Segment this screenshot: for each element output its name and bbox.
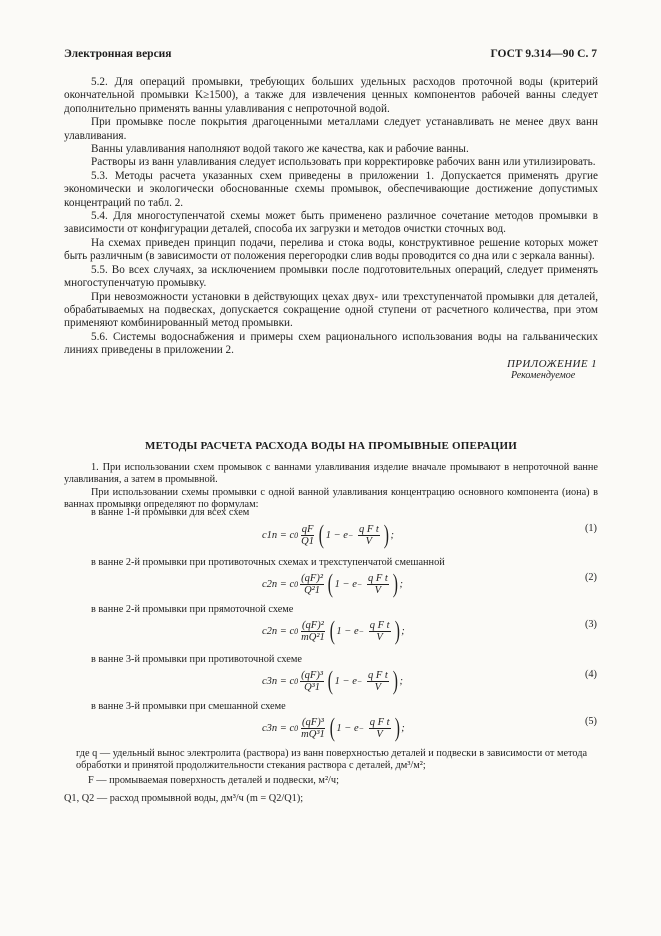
paragraph: При промывке после покрытия драгоценными металлами следует устанавливать не менее двух ванн улавливания. xyxy=(64,116,598,142)
formula-label: в ванне 2-й промывки при противоточных схемах и трехступенчатой смешанной xyxy=(91,557,445,568)
definition-q: где q — удельный вынос электролита (раствора) из ванн поверхностью деталей и подвески в зависимости от метода обработки и принятой продолжительности стекания раствора с деталей, дм³/м²; xyxy=(76,748,588,772)
formula-5: c3п = c 0 $\frac{\text{(qF)³}}{\text{mQ³1}}$ ( 1 − e − $\frac{\text{q F t}}{V}$ ) ; xyxy=(262,713,405,742)
equation-number: (1) xyxy=(584,523,597,534)
definitions xyxy=(64,748,598,806)
paragraph: На схемах приведен принцип подачи, перелива и стока воды, конструктивное решение которых может быть различным (в зависимости от положения перегородки слив воды проводится со дна или с зеркала ванны). xyxy=(64,236,598,263)
appendix-subtitle: Рекомендуемое xyxy=(510,370,576,381)
section-5-text xyxy=(64,76,598,358)
formula-denominator: Q1 xyxy=(301,535,315,547)
formula-denominator: Q³1 xyxy=(304,681,321,693)
formula-denominator: Q²1 xyxy=(304,584,321,596)
formula-lhs: c1п xyxy=(262,529,278,541)
equation-number: (4) xyxy=(584,669,597,680)
formula-label: в ванне 3-й промывки при противоточной схеме xyxy=(91,654,302,665)
formula-numerator: (qF)² xyxy=(302,619,324,631)
paragraph: 5.2. Для операций промывки, требующих больших удельных расходов проточной воды (критерий окончательной промывки K≥1500), а также для извлечения ценных компонентов рабочей ванны следует дополнительно применять ванны улавливания с непроточной водой. xyxy=(64,76,598,115)
formula-denominator: mQ³1 xyxy=(301,728,325,740)
formula-lhs: c3п xyxy=(262,722,278,734)
formula-1: c1п = c 0 $\frac{qF}{Q1}$ ( 1 − e − $\frac{\text{q F t}}{V}$ ) ; xyxy=(262,520,394,549)
formula-3: c2п = c 0 $\frac{\text{(qF)²}}{\text{mQ²1}}$ ( 1 − e − $\frac{\text{q F t}}{V}$ ) ; xyxy=(262,616,405,645)
header-right: ГОСТ 9.314—90 С. 7 xyxy=(490,48,597,60)
header-left: Электронная версия xyxy=(64,48,172,60)
definition-F: F — промываемая поверхность деталей и подвески, м²/ч; xyxy=(88,774,339,786)
appendix-heading xyxy=(507,358,597,381)
paragraph: 5.3. Методы расчета указанных схем приведены в приложении 1. Допускается применять другие экономически и экологически обоснованные схемы промывок, обеспечивающие достижение допустимых концентраций по табл. 2. xyxy=(64,169,598,209)
paragraph: 5.4. Для многоступенчатой схемы может быть применено различное сочетание методов промывки в зависимости от конфигурации деталей, способа их загрузки и методов очистки сточных вод. xyxy=(64,210,598,236)
paragraph: При невозможности установки в действующих цехах двух- или трехступенчатой промывки для деталей, обрабатываемых на подвесках, допускается сокращение одной ступени от расчетного количества, при этом применяют комбинированный метод промывки. xyxy=(64,290,598,330)
formula-4: c3п = c 0 $\frac{\text{(qF)³}}{\text{Q³1}}$ ( 1 − e − $\frac{\text{q F t}}{V}$ ) ; xyxy=(262,666,403,695)
appendix-title: ПРИЛОЖЕНИЕ 1 xyxy=(506,358,597,370)
definition-Q: Q1, Q2 — расход промывной воды, дм³/ч (m = Q2/Q1); xyxy=(64,793,304,805)
intro-text xyxy=(64,462,598,512)
section-title: МЕТОДЫ РАСЧЕТА РАСХОДА ВОДЫ НА ПРОМЫВНЫЕ ОПЕРАЦИИ xyxy=(145,440,517,452)
paragraph: Ванны улавливания наполняют водой такого же качества, как и рабочие ванны. xyxy=(91,143,469,156)
equation-number: (5) xyxy=(584,716,597,727)
formula-2: c2п = c 0 $\frac{\text{(qF)²}}{\text{Q²1}}$ ( 1 − e − $\frac{\text{q F t}}{V}$ ) ; xyxy=(262,569,403,598)
equation-number: (3) xyxy=(584,619,597,630)
formula-label: в ванне 3-й промывки при смешанной схеме xyxy=(91,701,286,712)
formula-lhs: c2п xyxy=(262,625,278,637)
formula-numerator: (qF)³ xyxy=(301,669,323,681)
formula-label: в ванне 2-й промывки при прямоточной схеме xyxy=(91,604,294,615)
formula-denominator: mQ²1 xyxy=(301,631,325,643)
formula-label: в ванне 1-й промывки для всех схем xyxy=(91,507,250,518)
formula-numerator: (qF)³ xyxy=(302,716,324,728)
formula-lhs: c3п xyxy=(262,675,278,687)
equation-number: (2) xyxy=(584,572,597,583)
paragraph: Растворы из ванн улавливания следует использовать при корректировке рабочих ванн или утилизировать. xyxy=(91,156,596,169)
formula-lhs: c2п xyxy=(262,578,278,590)
paragraph: 5.5. Во всех случаях, за исключением промывки после подготовительных операций, следует применять многоступенчатую промывку. xyxy=(64,263,598,290)
paragraph: 1. При использовании схем промывок с ваннами улавливания изделие вначале промывают в непроточной ванне улавливания, а затем в промывной. xyxy=(64,462,598,486)
paragraph: При использовании схемы промывки с одной ванной улавливания концентрацию основного компонента (иона) в ваннах промывки определяют по формулам: xyxy=(64,486,598,511)
formula-numerator: qF xyxy=(301,523,314,535)
paragraph: 5.6. Системы водоснабжения и примеры схем рационального использования воды на гальванических линиях приведены в приложении 2. xyxy=(64,330,598,357)
formula-numerator: (qF)² xyxy=(301,572,323,584)
